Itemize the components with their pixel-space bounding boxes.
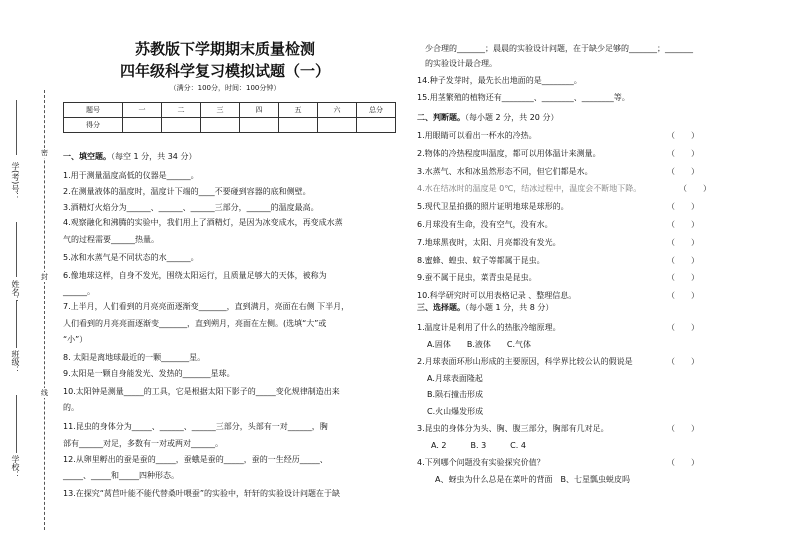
judge-item-text: 10.科学研究时可以用表格记录 、整理信息。 (417, 291, 577, 300)
q13-continued-line1: 少合理的_______；晨晨的实验设计问题，在于缺少足够的_______；_______ (425, 44, 693, 53)
judge-item-text: 2.物体的冷热程度叫温度，都可以用体温计来测量。 (417, 149, 601, 158)
section3-heading: 三、选择题。（每小题 1 分，共 8 分） (417, 303, 554, 312)
answer-paren[interactable]: （ ） (667, 357, 699, 366)
fill-blank-line: 8. 太阳是离地球最近的一颗_______星。 (63, 353, 206, 362)
judge-item-text: 3.水蒸气、水和冰虽然形态不同，但它们都是水。 (417, 167, 593, 176)
answer-paren[interactable]: （ ） (667, 458, 699, 467)
mc-q2-option-a: A.月球表面隆起 (427, 374, 483, 383)
score-table-header-row (64, 103, 396, 118)
class-field[interactable] (16, 300, 17, 348)
seal-mark-feng: 封 (41, 273, 48, 281)
judge-item-text: 5.现代卫星拍摄的照片证明地球是球形的。 (417, 202, 569, 211)
seal-mark-mi: 密 (41, 149, 48, 157)
score-input-cell[interactable] (357, 118, 396, 133)
mc-q2-option-c: C.火山爆发形成 (427, 407, 484, 416)
fill-blank-line: 2.在测量液体的温度时，温度计下端的____不要碰到容器的底和侧壁。 (63, 187, 311, 196)
exam-title-line1: 苏教版下学期期末质量检测 (134, 40, 315, 58)
fill-blank-line: 5.冰和水蒸气是不同状态的水______。 (63, 253, 199, 262)
judge-item (417, 272, 707, 283)
mc-q3-options: A. 2 B. 3 C. 4 (431, 441, 526, 450)
fill-blank-line: 部有______对足，多数有一对或两对______。 (63, 439, 223, 448)
score-cell: 题号 (64, 103, 123, 118)
student-id-field[interactable] (16, 100, 17, 155)
answer-paren[interactable]: （ ） (667, 131, 699, 140)
fill-blank-line: ______。 (63, 287, 95, 296)
judge-item (417, 237, 707, 248)
score-input-cell[interactable] (279, 118, 318, 133)
name-label: 姓名： (11, 280, 20, 304)
answer-paren[interactable]: （ ） (667, 273, 699, 282)
fill-blank-line: 12.从卵里孵出的蚕是蚕的_____，蚕蛾是蚕的_____，蚕的一生经历_____、 (63, 455, 328, 464)
judge-item-text: 9.蚕不属于昆虫，菜青虫是昆虫。 (417, 273, 537, 282)
school-label: 学校： (11, 455, 20, 479)
score-input-cell[interactable] (318, 118, 357, 133)
student-id-label: 学(考)号： (11, 162, 20, 201)
answer-paren[interactable]: （ ） (667, 424, 699, 433)
school-field[interactable] (16, 395, 17, 453)
fill-blank-line: 4.观察融化和沸腾的实验中，我们用上了酒精灯，是因为冰变成水，再变成水蒸 (63, 218, 343, 227)
score-cell: 一 (123, 103, 162, 118)
score-cell: 三 (201, 103, 240, 118)
score-table-score-row (64, 118, 396, 133)
judge-item (417, 148, 707, 159)
fill-blank-line: 13.在探究“莴苣叶能不能代替桑叶喂蚕”的实验中，轩轩的实验设计问题在于缺 (63, 489, 341, 498)
answer-paren[interactable]: （ ） (667, 323, 699, 332)
fill-blank-line: 人们看到的月亮亮面逐渐变_______，直到朔月，亮面在左侧。(选填“大”或 (63, 319, 327, 328)
fill-blank-line: 的。 (63, 403, 79, 412)
score-input-cell[interactable] (123, 118, 162, 133)
judge-item (417, 219, 707, 230)
judge-item (417, 183, 711, 194)
fill-blank-line: 气的过程需要______热量。 (63, 235, 159, 244)
score-cell: 二 (162, 103, 201, 118)
q15-line: 15.用茎繁殖的植物还有________、________、________等。 (417, 93, 630, 102)
judge-item (417, 201, 707, 212)
section1-heading: 一、填空题。（每空 1 分，共 34 分） (63, 152, 197, 161)
answer-paren[interactable]: （ ） (667, 238, 699, 247)
mc-q3: 3.昆虫的身体分为头、胸、腹三部分，胸部有几对足。 （ ） (417, 424, 699, 433)
fill-blank-line: 7.上半月，人们看到的月亮亮面逐渐变_______，直到满月，亮面在右侧 下半月， (63, 302, 350, 311)
judge-item-text: 6.月球没有生命，没有空气，没有水。 (417, 220, 553, 229)
mc-q2: 2.月球表面环形山形成的主要原因，科学界比较公认的假说是 （ ） (417, 357, 699, 366)
answer-paren[interactable]: （ ） (667, 220, 699, 229)
score-input-cell[interactable] (240, 118, 279, 133)
score-table (63, 102, 396, 133)
mc-q2-option-b: B.陨石撞击形成 (427, 390, 484, 399)
judge-item-text: 7.地球黑夜时，太阳、月亮都没有发光。 (417, 238, 561, 247)
answer-paren[interactable]: （ ） (667, 202, 699, 211)
mc-q1-options: A.固体 B.液体 C.气体 (427, 340, 532, 349)
answer-paren[interactable]: （ ） (667, 167, 699, 176)
fill-blank-line: 10.太阳钟是测量_____的工具，它是根据太阳下影子的_____变化规律制造出来 (63, 387, 340, 396)
answer-paren[interactable]: （ ） (667, 149, 699, 158)
judge-item (417, 290, 707, 301)
score-input-cell[interactable] (201, 118, 240, 133)
section2-heading: 二、判断题。（每小题 2 分，共 20 分） (417, 113, 559, 122)
judge-item (417, 166, 707, 177)
fill-blank-line: 3.酒精灯火焰分为______、______、______三部分，______的温度最高。 (63, 203, 319, 212)
exam-meta: （满分：100分，时间：100分钟） (169, 84, 281, 92)
judge-item-text: 8.蜜蜂、蝗虫、蚊子等都属于昆虫。 (417, 256, 545, 265)
mc-q1: 1.温度计是利用了什么的热胀冷缩原理。 （ ） (417, 323, 699, 332)
score-cell: 四 (240, 103, 279, 118)
q14-line: 14.种子发芽时，最先长出地面的是________。 (417, 76, 582, 85)
judge-item-text: 4.水在结冰时的温度是 0℃，结冰过程中，温度会不断地下降。 (417, 184, 642, 193)
answer-paren[interactable]: （ ） (667, 291, 699, 300)
score-cell: 五 (279, 103, 318, 118)
fill-blank-line: 6.像地球这样，自身不发光，围绕太阳运行，且质量足够大的天体，被称为 (63, 271, 327, 280)
q13-continued-line2: 的实验设计最合理。 (425, 59, 497, 68)
mc-q4: 4.下列哪个问题没有实验探究价值？ （ ） (417, 458, 699, 467)
answer-paren[interactable]: （ ） (679, 184, 711, 193)
seal-mark-xian: 线 (41, 389, 48, 397)
name-field[interactable] (16, 222, 17, 277)
score-cell: 六 (318, 103, 357, 118)
class-label: 班级： (11, 350, 20, 374)
exam-title-line2: 四年级科学复习模拟试题（一） (119, 62, 330, 80)
judge-item (417, 255, 707, 266)
score-cell: 得分 (64, 118, 123, 133)
answer-paren[interactable]: （ ） (667, 256, 699, 265)
score-input-cell[interactable] (162, 118, 201, 133)
mc-q4-options: A、蚜虫为什么总是在菜叶的背面 B、七星瓢虫蜕皮吗 (435, 475, 630, 484)
fill-blank-line: 1.用于测量温度高低的仪器是______。 (63, 171, 199, 180)
judge-item (417, 130, 707, 141)
judge-item-text: 1.用眼睛可以看出一杯水的冷热。 (417, 131, 537, 140)
fill-blank-line: 9.太阳是一颗自身能发光、发热的_______星球。 (63, 369, 235, 378)
fill-blank-line: _____、_____和_____四种形态。 (63, 471, 179, 480)
fill-blank-line: 11.昆虫的身体分为_____、______、______三部分，头部有一对______，胸 (63, 422, 328, 431)
score-cell: 总分 (357, 103, 396, 118)
fill-blank-line: “小”） (63, 335, 88, 344)
